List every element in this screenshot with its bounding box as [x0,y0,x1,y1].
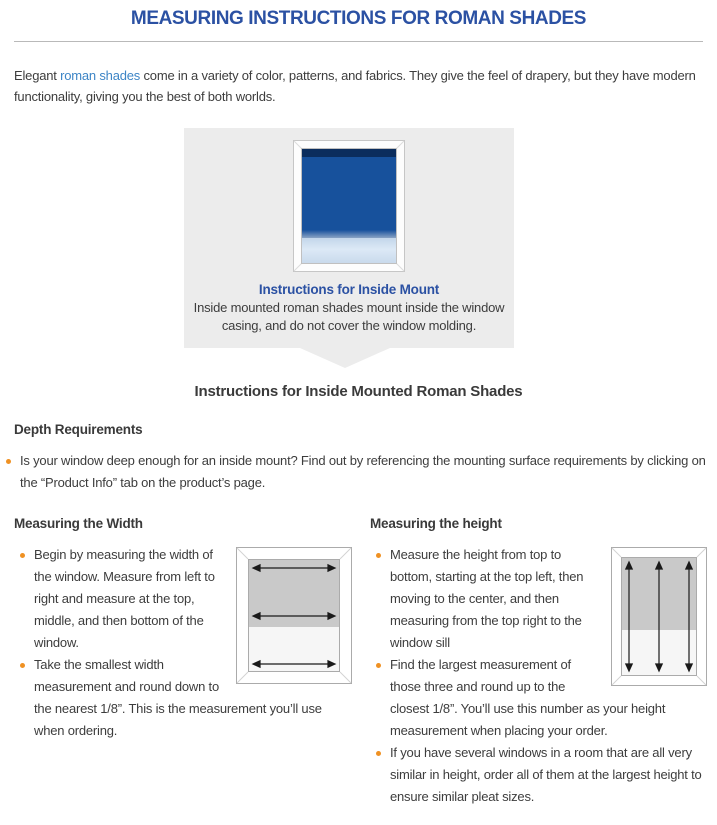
measuring-width-heading: Measuring the Width [14,516,143,531]
measuring-width-body [14,544,352,742]
list-item: If you have several windows in a room that are all very similar in height, order all of them at the largest height to ensure similar pleat sizes. [370,742,709,808]
measuring-width-list [14,544,352,742]
section-heading: Instructions for Inside Mounted Roman Shades [194,383,523,400]
list-item: Begin by measuring the width of the window. Measure from left to right and measure at the top, middle, and then bottom of the window. [14,544,352,654]
callout-description: Inside mounted roman shades mount inside the window casing, and do not cover the window molding. [193,300,505,333]
depth-requirements-heading: Depth Requirements [14,422,143,437]
list-item: Find the largest measurement of those three and round up to the closest 1/8”. You’ll use this number as your height measurement when placing your order. [370,654,709,742]
measuring-instructions-page [0,8,717,825]
measuring-height-list [370,544,709,808]
measuring-height-heading: Measuring the height [370,516,502,531]
measuring-columns [0,494,717,808]
list-item: Is your window deep enough for an inside mount? Find out by referencing the mounting surface requirements by clicking on the “Product Info” tab on the product’s page. [0,450,717,494]
callout-title: Instructions for Inside Mount [258,282,440,297]
measuring-height-column [352,494,717,808]
inside-mount-shade-image [293,140,405,272]
page-title: MEASURING INSTRUCTIONS FOR ROMAN SHADES [130,8,587,29]
measuring-height-body [370,544,709,808]
inside-mount-callout [184,128,514,348]
list-item: Measure the height from top to bottom, starting at the top left, then moving to the center, and then measuring from the top right to the window sill [370,544,709,654]
list-item: Take the smallest width measurement and round down to the nearest 1/8”. This is the measurement you’ll use when ordering. [14,654,352,742]
roman-shades-link[interactable]: roman shades [60,68,141,83]
intro-paragraph [14,65,703,107]
title-divider [14,41,703,42]
intro-lead: Elegant [14,68,61,83]
measuring-width-column [0,494,352,808]
intro-rest: come in a variety of color, patterns, and fabrics. They give the feel of drapery, but they have modern functionality, giving you the best of both worlds. [14,68,696,104]
callout-pointer-arrow [300,348,390,368]
depth-requirements-list [0,450,717,494]
